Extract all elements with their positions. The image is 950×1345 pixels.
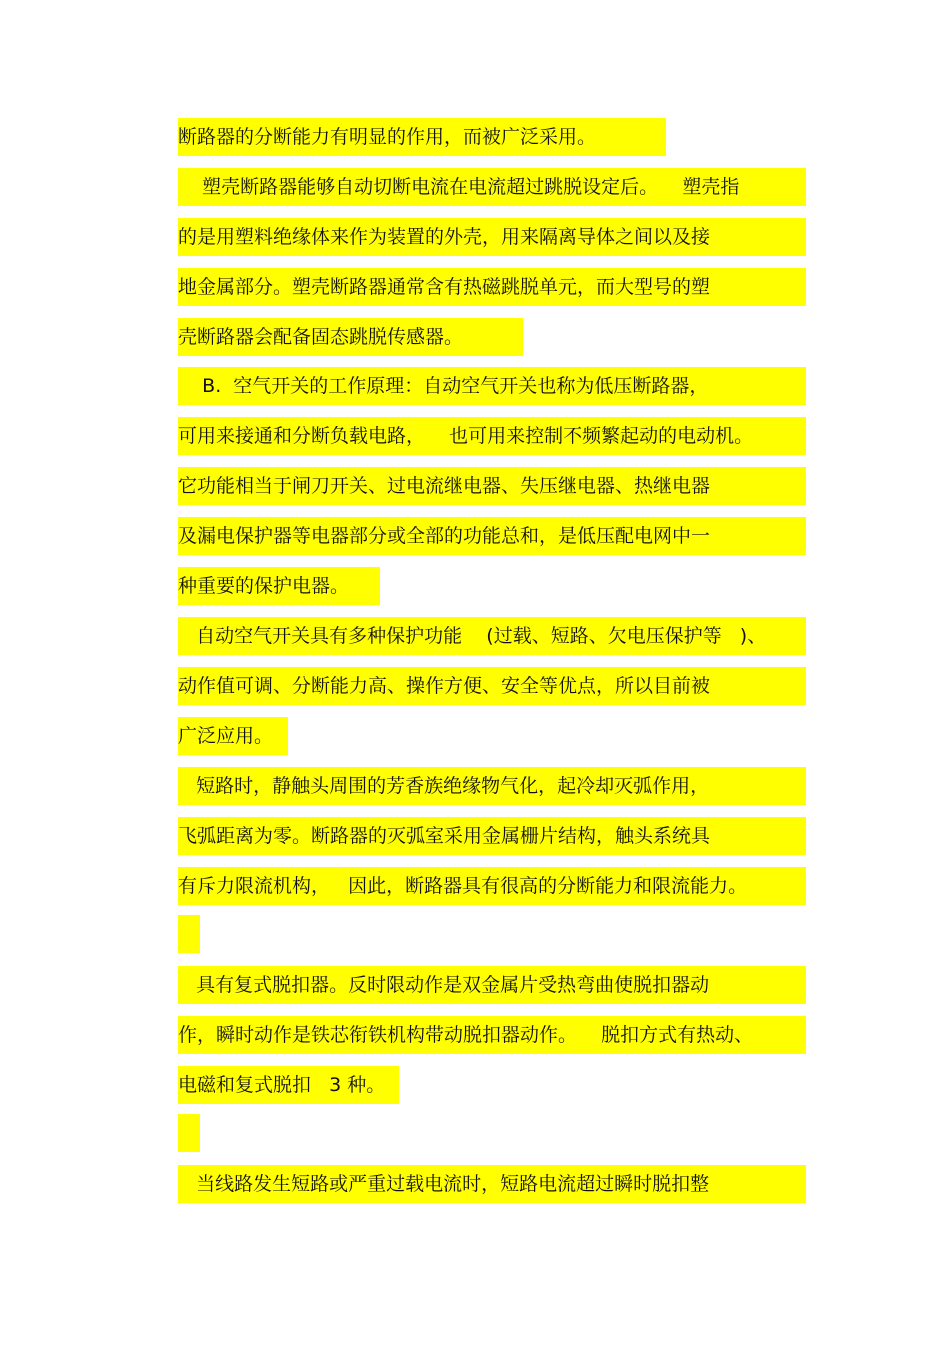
text-line-11: 自动空气开关具有多种保护功能 (过载、短路、欠电压保护等 )、 (178, 617, 806, 655)
empty-highlight-line-1 (178, 915, 200, 953)
text-line-6: B. 空气开关的工作原理：自动空气开关也称为低压断路器， (178, 367, 806, 405)
text-line-8: 它功能相当于闸刀开关、过电流继电器、失压继电器、热继电器 (178, 467, 806, 505)
text-line-5: 壳断路器会配备固态跳脱传感器。 (178, 318, 523, 356)
text-line-2: 塑壳断路器能够自动切断电流在电流超过跳脱设定后。 塑壳指 (178, 168, 806, 206)
text-line-16: 有斥力限流机构， 因此，断路器具有很高的分断能力和限流能力。 (178, 867, 806, 905)
text-line-7: 可用来接通和分断负载电路， 也可用来控制不频繁起动的电动机。 (178, 417, 806, 455)
text-line-17: 具有复式脱扣器。反时限动作是双金属片受热弯曲使脱扣器动 (178, 966, 806, 1004)
text-line-20: 当线路发生短路或严重过载电流时，短路电流超过瞬时脱扣整 (178, 1165, 806, 1203)
text-line-19: 电磁和复式脱扣 3 种。 (178, 1066, 399, 1104)
text-line-3: 的是用塑料绝缘体来作为装置的外壳，用来隔离导体之间以及接 (178, 218, 806, 256)
text-line-1: 断路器的分断能力有明显的作用，而被广泛采用。 (178, 118, 666, 156)
text-line-4: 地金属部分。塑壳断路器通常含有热磁跳脱单元，而大型号的塑 (178, 268, 806, 306)
text-line-13: 广泛应用。 (178, 717, 288, 755)
text-line-9: 及漏电保护器等电器部分或全部的功能总和，是低压配电网中一 (178, 517, 806, 555)
text-line-14: 短路时，静触头周围的芳香族绝缘物气化，起冷却灭弧作用， (178, 767, 806, 805)
text-line-10: 种重要的保护电器。 (178, 567, 380, 605)
text-line-15: 飞弧距离为零。断路器的灭弧室采用金属栅片结构，触头系统具 (178, 817, 806, 855)
text-line-12: 动作值可调、分断能力高、操作方便、安全等优点，所以目前被 (178, 667, 806, 705)
empty-highlight-line-2 (178, 1114, 200, 1152)
text-line-18: 作，瞬时动作是铁芯衔铁机构带动脱扣器动作。 脱扣方式有热动、 (178, 1016, 806, 1054)
